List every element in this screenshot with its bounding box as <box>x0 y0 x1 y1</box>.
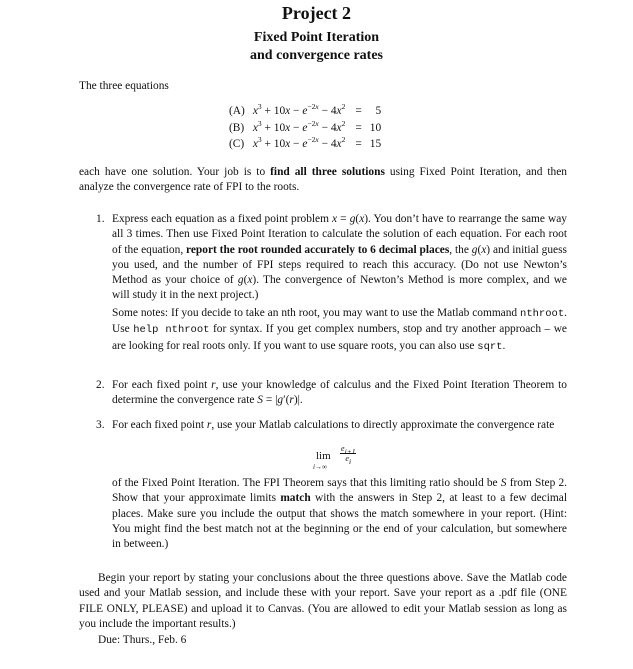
equation-lhs: $x^3 + 10x - e^{-2x} - 4x^2$ <box>252 102 346 117</box>
notes-part: Some notes: If you decide to take an nth root, you may want to use the Matlab command <box>112 307 521 319</box>
item-3-part: of the Fixed Point Iteration. The FPI Theorem says that this limiting ratio should be <box>112 477 501 489</box>
final-instructions: Begin your report by stating your conclusions about the three questions above. Save the Matlab code used and your Matlab session, and include these with your report. Save your report as a .pdf file (ONE FILE ONLY, PLEASE) and upload it to Canvas. (You are allowed to edit your Matlab session as long as you include the important results.) <box>79 572 567 630</box>
item-1-notes <box>112 306 567 355</box>
notes-part: for syntax. If you get complex numbers, stop and try another approach – we are looking for real roots only. If you want to use square roots, you can also use <box>112 323 567 352</box>
task-text-b: using Fixed Point Iteration, and then analyze the convergence rate of FPI to the roots. <box>79 166 567 194</box>
item-2-part: For each fixed point <box>112 379 212 391</box>
notes-part: . Use <box>112 307 567 336</box>
equals-sign: = <box>355 105 362 117</box>
item-1-part: and initial guess you used, and the number of FPI steps required to reach this accuracy. (Do not use Newton’s Method as your choice of <box>112 243 567 287</box>
equation-rhs: 15 <box>369 138 382 150</box>
item-2-text: For each fixed point r, use your knowledge of calculus and the Fixed Point Iteration Theorem to determine the convergence rate S = |g′(r)|. <box>112 379 567 407</box>
item-1-part: . You don’t have to rearrange the same way all 3 times. Then use Fixed Point Iteration to calculate the solution of each equation. For each root of the equation, <box>112 213 568 256</box>
code-sqrt: sqrt <box>477 340 503 353</box>
equals-sign: = <box>355 138 362 150</box>
intro-text: The three equations <box>79 80 169 92</box>
item-3-part: , use your Matlab calculations to directly approximate the convergence rate <box>211 419 555 431</box>
item-1-part: Express each equation as a fixed point problem <box>112 213 333 225</box>
equation-a <box>229 103 385 120</box>
item-2-number: 2. <box>96 379 105 391</box>
equals-sign: = <box>355 121 362 134</box>
item-3-part: from Step 2. Show that your approximate limits <box>112 477 568 505</box>
equation-label: (A) <box>229 105 245 117</box>
equation-rhs: 5 <box>375 105 382 117</box>
item-3-part: For each fixed point <box>112 419 207 431</box>
item-2-part: , use your knowledge of calculus and the Fixed Point Iteration Theorem to determine the convergence rate <box>112 379 567 407</box>
subtitle-line-1: Fixed Point Iteration <box>253 30 380 45</box>
task-bold-text: find all three solutions <box>270 166 385 178</box>
item-1-part: . The convergence of Newton’s Method is more complex, and we will study it in the next project.) <box>112 274 567 302</box>
notes-part: . <box>502 339 506 352</box>
item-3-part: with the answers in Step 2, at least to a few decimal places. Make sure you include the output that shows the match somewhere in your report. (Hint: You might find the best match not at the beginning or the end of your calculation, but somewhere in between.) <box>112 492 567 551</box>
equation-lhs: $x^3 + 10x - e^{-2x} - 4x^2$ <box>252 135 346 150</box>
equation-label: (C) <box>229 138 245 150</box>
item-1-number: 1. <box>96 213 105 225</box>
task-paragraph <box>79 165 567 196</box>
code-help-nthroot: help nthroot <box>133 324 210 337</box>
item-1-part: , the <box>449 243 472 256</box>
item-3-text: For each fixed point r, use your Matlab calculations to directly approximate the convergence rate <box>112 419 555 431</box>
item-3-bold: match <box>280 492 311 505</box>
item-1-bold: report the root rounded accurately to 6 decimal places <box>186 243 450 256</box>
item-1-text: Express each equation as a fixed point problem x = g(x). You don’t have to rearrange the same way all 3 times. Then use Fixed Point Iteration to calculate the solution of each equation. For each root of the equation, report the root rounded accurately to 6 decimal places, the g(x) and initial guess you used, and the number of FPI steps required to reach this accuracy. (Do not use Newton’s Method as your choice of g(x). The convergence of Newton’s Method is more complex, and we will study it in the next project.) <box>112 213 568 302</box>
limit-expression <box>313 444 366 472</box>
limit-operator: lim <box>316 450 331 462</box>
page-title: Project 2 <box>281 3 352 23</box>
task-text-a: each have one solution. Your job is to <box>79 166 271 178</box>
limit-subscript: i→∞ <box>313 463 327 471</box>
equation-c <box>229 136 385 153</box>
subtitle-line-2: and convergence rates <box>250 48 383 63</box>
equation-list <box>229 103 385 153</box>
equation-rhs: 10 <box>369 121 382 134</box>
error-ratio: $\frac{e_{i+1}}{e_i}$ <box>341 444 356 466</box>
equation-b <box>229 120 385 137</box>
due-date: Due: Thurs., Feb. 6 <box>98 634 187 646</box>
item-3-number: 3. <box>96 419 105 431</box>
code-nthroot: nthroot <box>520 308 565 320</box>
equation-lhs: $x^3 + 10x - e^{-2x} - 4x^2$ <box>252 118 346 134</box>
equation-label: (B) <box>229 121 245 134</box>
item-3-continued: of the Fixed Point Iteration. The FPI Theorem says that this limiting ratio should be S from Step 2. Show that your approximate limits match with the answers in Step 2, at least to a few decimal places. Make sure you include the output that shows the match somewhere in your report. (Hint: You might find the best match not at the beginning or the end of your calculation, but somewhere in between.) <box>112 477 568 551</box>
